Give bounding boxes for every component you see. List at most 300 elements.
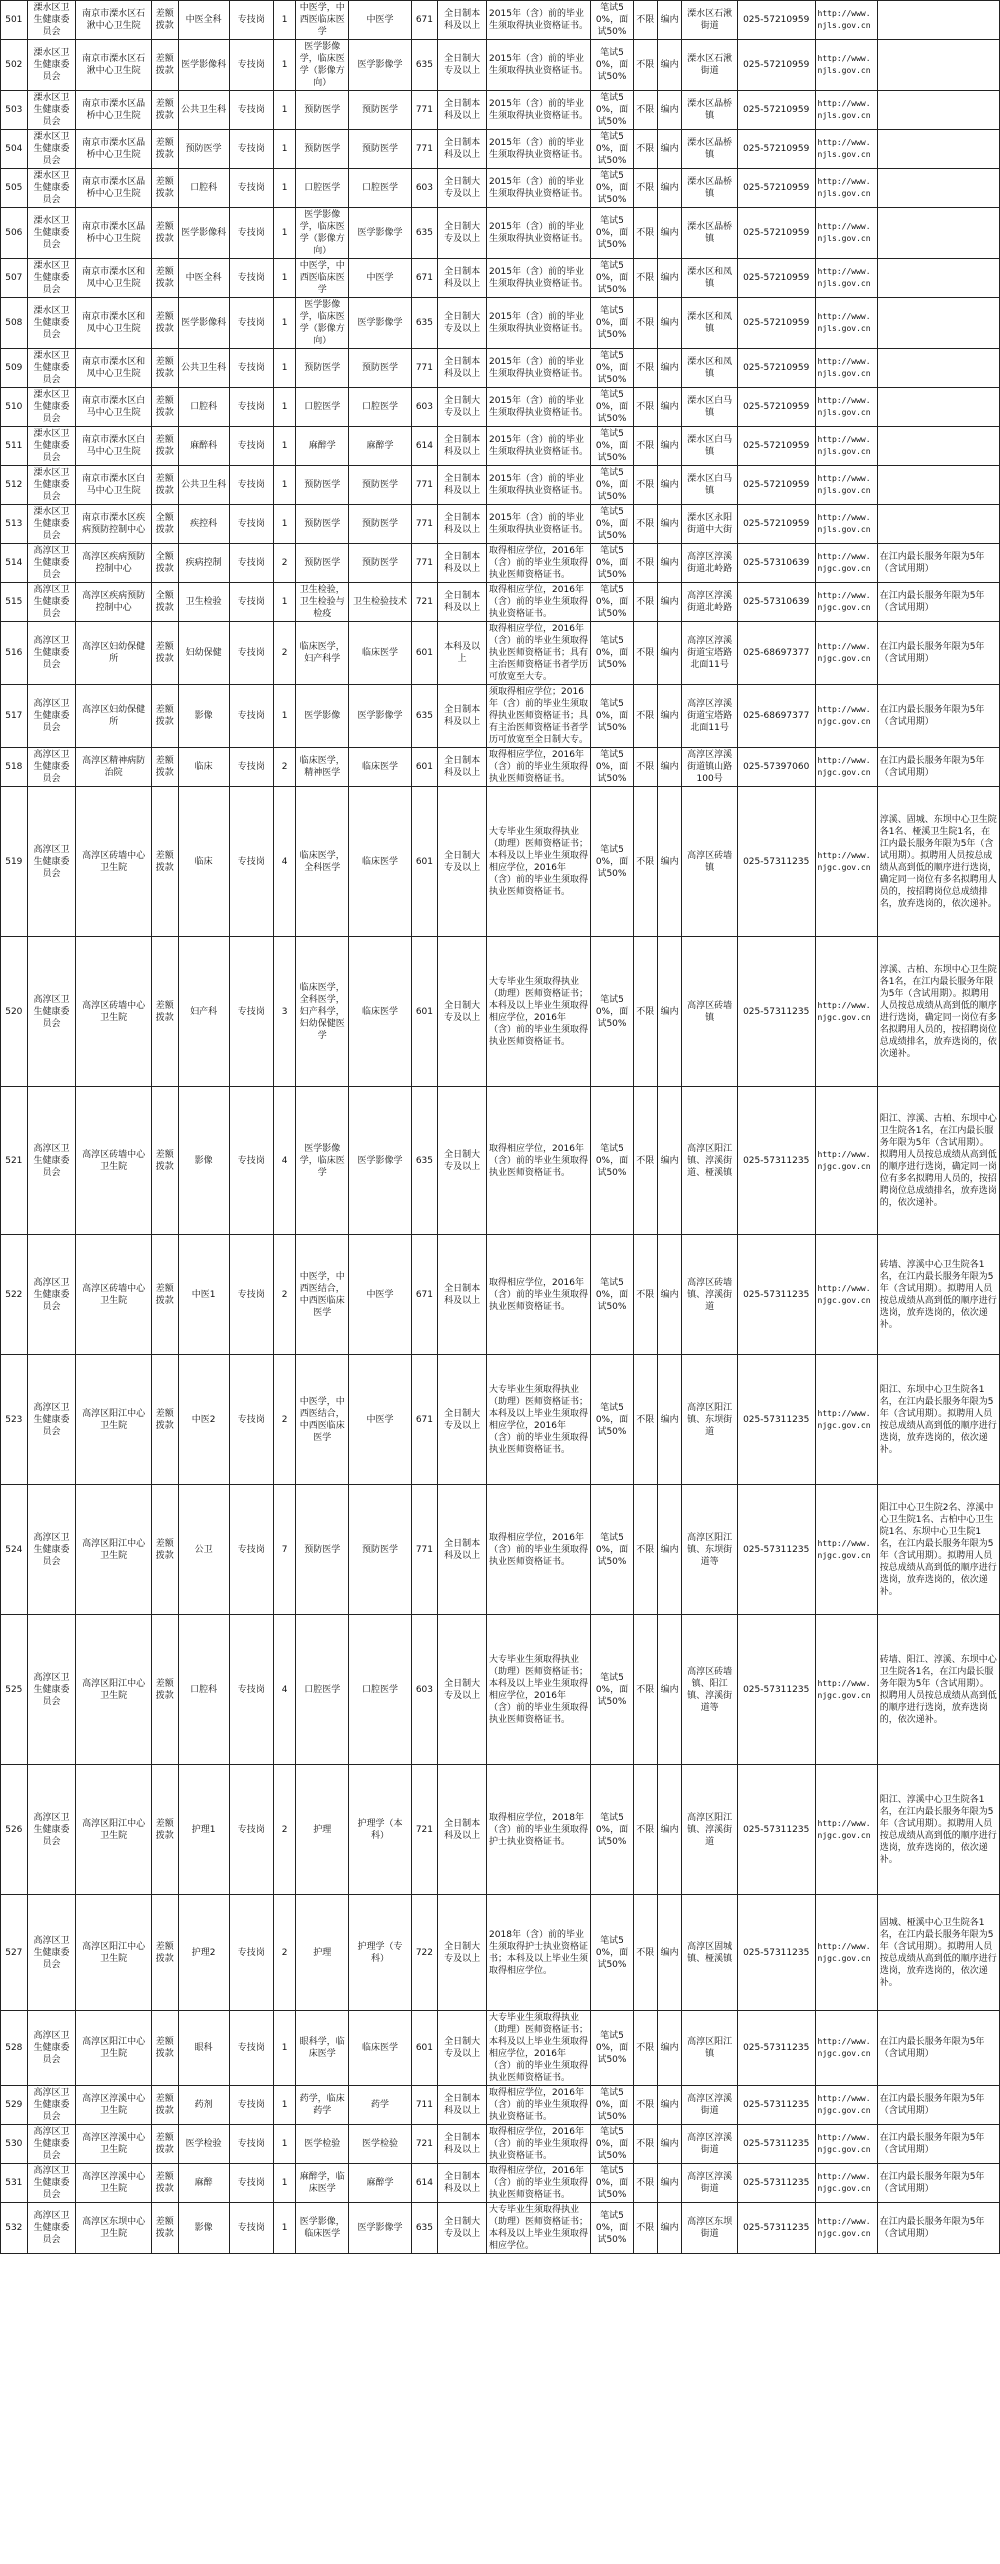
phone-cell: 025-57311235 [737, 1355, 815, 1485]
row-number-cell: 507 [1, 259, 28, 298]
headcount-cell: 1 [273, 259, 295, 298]
department-cell: 溧水区卫生健康委员会 [27, 40, 76, 91]
website-cell[interactable]: http://www. njls.gov.cn [815, 505, 877, 544]
post-name-cell: 妇幼保健 [178, 622, 229, 685]
headcount-cell: 2 [273, 622, 295, 685]
department-cell: 溧水区卫生健康委员会 [27, 505, 76, 544]
employer-unit-cell: 高淳区阳江中心卫生院 [76, 1355, 151, 1485]
website-cell[interactable]: http://www. njgc.gov.cn [815, 1485, 877, 1615]
headcount-cell: 1 [273, 2164, 295, 2203]
address-cell: 高淳区淳溪街道 [682, 2125, 738, 2164]
row-number-cell: 515 [1, 583, 28, 622]
remarks-cell: 在江内最长服务年限为5年（含试用期） [877, 685, 999, 748]
website-cell[interactable]: http://www. njgc.gov.cn [815, 1615, 877, 1765]
score-ratio-cell: 笔试50%，面试50% [591, 427, 633, 466]
major-requirement-cell: 医学影像学，临床医学 [296, 1087, 349, 1235]
row-number-cell: 503 [1, 91, 28, 130]
subject-code-cell: 771 [411, 1485, 438, 1615]
address-cell: 高淳区阳江镇、淳溪街道、桠溪镇 [682, 1087, 738, 1235]
funding-type-cell: 差额拨款 [151, 937, 178, 1087]
score-ratio-cell: 笔试50%，面试50% [591, 583, 633, 622]
score-ratio-cell: 笔试50%，面试50% [591, 388, 633, 427]
open-scope-cell: 不限 [633, 466, 657, 505]
exam-subject-cell: 医学影像学 [349, 685, 411, 748]
exam-subject-cell: 临床医学 [349, 748, 411, 787]
staffing-cell: 编内 [657, 427, 681, 466]
address-cell: 高淳区阳江镇、东坝街道 [682, 1355, 738, 1485]
employer-unit-cell: 南京市溧水区和凤中心卫生院 [76, 298, 151, 349]
website-cell[interactable]: http://www. njgc.gov.cn [815, 787, 877, 937]
address-cell: 高淳区砖墙镇、阳江镇、淳溪街道等 [682, 1615, 738, 1765]
remarks-cell: 在江内最长服务年限为5年（含试用期） [877, 583, 999, 622]
website-cell[interactable]: http://www. njls.gov.cn [815, 40, 877, 91]
address-cell: 高淳区淳溪街道北岭路 [682, 544, 738, 583]
exam-subject-cell: 预防医学 [349, 466, 411, 505]
score-ratio-cell: 笔试50%，面试50% [591, 2203, 633, 2254]
phone-cell: 025-57311235 [737, 937, 815, 1087]
funding-type-cell: 差额拨款 [151, 1765, 178, 1895]
funding-type-cell: 差额拨款 [151, 1615, 178, 1765]
post-name-cell: 医学检验 [178, 2125, 229, 2164]
address-cell: 高淳区淳溪街道宝塔路北面11号 [682, 685, 738, 748]
website-cell[interactable]: http://www. njgc.gov.cn [815, 1235, 877, 1355]
post-category-cell: 专技岗 [229, 748, 273, 787]
website-cell[interactable]: http://www. njls.gov.cn [815, 208, 877, 259]
phone-cell: 025-57310639 [737, 583, 815, 622]
employer-unit-cell: 南京市溧水区晶桥中心卫生院 [76, 130, 151, 169]
department-cell: 高淳区卫生健康委员会 [27, 2086, 76, 2125]
phone-cell: 025-57210959 [737, 259, 815, 298]
phone-cell: 025-57210959 [737, 169, 815, 208]
other-requirement-cell: 2015年（含）前的毕业生须取得执业资格证书。 [487, 259, 591, 298]
table-row [1, 1355, 1000, 1485]
education-cell: 全日制本科及以上 [438, 544, 487, 583]
funding-type-cell: 差额拨款 [151, 1485, 178, 1615]
row-number-cell: 526 [1, 1765, 28, 1895]
education-cell: 全日制大专及以上 [438, 1087, 487, 1235]
major-requirement-cell: 医学影像学，临床医学（影像方向） [296, 40, 349, 91]
website-cell[interactable]: http://www. njls.gov.cn [815, 91, 877, 130]
subject-code-cell: 635 [411, 1087, 438, 1235]
funding-type-cell: 差额拨款 [151, 298, 178, 349]
open-scope-cell: 不限 [633, 937, 657, 1087]
subject-code-cell: 671 [411, 1, 438, 40]
score-ratio-cell: 笔试50%，面试50% [591, 1765, 633, 1895]
post-category-cell: 专技岗 [229, 937, 273, 1087]
staffing-cell: 编内 [657, 2203, 681, 2254]
headcount-cell: 2 [273, 1895, 295, 2011]
website-cell[interactable]: http://www. njgc.gov.cn [815, 544, 877, 583]
website-cell[interactable]: http://www. njls.gov.cn [815, 466, 877, 505]
headcount-cell: 1 [273, 349, 295, 388]
funding-type-cell: 差额拨款 [151, 2086, 178, 2125]
website-cell[interactable]: http://www. njls.gov.cn [815, 1, 877, 40]
education-cell: 全日制本科及以上 [438, 1, 487, 40]
exam-subject-cell: 卫生检验技术 [349, 583, 411, 622]
headcount-cell: 4 [273, 1615, 295, 1765]
remarks-cell: 在江内最长服务年限为5年（含试用期） [877, 622, 999, 685]
employer-unit-cell: 南京市溧水区石湫中心卫生院 [76, 40, 151, 91]
funding-type-cell: 差额拨款 [151, 2203, 178, 2254]
website-cell[interactable]: http://www. njgc.gov.cn [815, 1355, 877, 1485]
subject-code-cell: 601 [411, 2011, 438, 2086]
website-cell[interactable]: http://www. njls.gov.cn [815, 349, 877, 388]
other-requirement-cell: 取得相应学位，2016年（含）前的毕业生须取得执业医师资格证书。 [487, 1485, 591, 1615]
education-cell: 全日制本科及以上 [438, 349, 487, 388]
other-requirement-cell: 2015年（含）前的毕业生须取得执业资格证书。 [487, 208, 591, 259]
post-category-cell: 专技岗 [229, 208, 273, 259]
address-cell: 高淳区淳溪街道 [682, 2086, 738, 2125]
staffing-cell: 编内 [657, 91, 681, 130]
post-category-cell: 专技岗 [229, 1355, 273, 1485]
staffing-cell: 编内 [657, 349, 681, 388]
education-cell: 全日制大专及以上 [438, 1895, 487, 2011]
staffing-cell: 编内 [657, 1485, 681, 1615]
education-cell: 全日制大专及以上 [438, 298, 487, 349]
table-row [1, 937, 1000, 1087]
open-scope-cell: 不限 [633, 787, 657, 937]
remarks-cell: 阳江、淳溪中心卫生院各1名，在江内最长服务年限为5年（含试用期）。拟聘用人员按总成绩从高到低的顺序进行选岗，放弃选岗的，依次递补。 [877, 1765, 999, 1895]
headcount-cell: 2 [273, 1235, 295, 1355]
department-cell: 高淳区卫生健康委员会 [27, 583, 76, 622]
employer-unit-cell: 南京市溧水区和凤中心卫生院 [76, 259, 151, 298]
post-category-cell: 专技岗 [229, 130, 273, 169]
website-cell[interactable]: http://www. njgc.gov.cn [815, 937, 877, 1087]
other-requirement-cell: 2015年（含）前的毕业生须取得执业资格证书。 [487, 349, 591, 388]
open-scope-cell: 不限 [633, 685, 657, 748]
funding-type-cell: 差额拨款 [151, 1235, 178, 1355]
headcount-cell: 1 [273, 169, 295, 208]
address-cell: 高淳区固城镇、桠溪镇 [682, 1895, 738, 2011]
department-cell: 高淳区卫生健康委员会 [27, 1087, 76, 1235]
education-cell: 全日制大专及以上 [438, 937, 487, 1087]
subject-code-cell: 614 [411, 2164, 438, 2203]
major-requirement-cell: 医学检验 [296, 2125, 349, 2164]
website-cell[interactable]: http://www. njgc.gov.cn [815, 583, 877, 622]
row-number-cell: 513 [1, 505, 28, 544]
open-scope-cell: 不限 [633, 1485, 657, 1615]
row-number-cell: 501 [1, 1, 28, 40]
other-requirement-cell: 2018年（含）前的毕业生须取得护士执业资格证书；本科及以上毕业生须取得相应学位。 [487, 1895, 591, 2011]
website-cell[interactable]: http://www. njgc.gov.cn [815, 2011, 877, 2086]
address-cell: 高淳区阳江镇、东坝街道等 [682, 1485, 738, 1615]
website-cell[interactable]: http://www. njgc.gov.cn [815, 2164, 877, 2203]
headcount-cell: 1 [273, 2011, 295, 2086]
score-ratio-cell: 笔试50%，面试50% [591, 685, 633, 748]
other-requirement-cell: 2015年（含）前的毕业生须取得执业资格证书。 [487, 169, 591, 208]
headcount-cell: 1 [273, 40, 295, 91]
employer-unit-cell: 高淳区妇幼保健所 [76, 685, 151, 748]
headcount-cell: 1 [273, 208, 295, 259]
open-scope-cell: 不限 [633, 298, 657, 349]
staffing-cell: 编内 [657, 208, 681, 259]
row-number-cell: 527 [1, 1895, 28, 2011]
phone-cell: 025-57210959 [737, 40, 815, 91]
education-cell: 全日制本科及以上 [438, 583, 487, 622]
open-scope-cell: 不限 [633, 748, 657, 787]
employer-unit-cell: 高淳区淳溪中心卫生院 [76, 2086, 151, 2125]
subject-code-cell: 671 [411, 1355, 438, 1485]
employer-unit-cell: 高淳区阳江中心卫生院 [76, 1615, 151, 1765]
subject-code-cell: 635 [411, 2203, 438, 2254]
post-category-cell: 专技岗 [229, 298, 273, 349]
row-number-cell: 528 [1, 2011, 28, 2086]
staffing-cell: 编内 [657, 1895, 681, 2011]
post-name-cell: 公共卫生科 [178, 466, 229, 505]
other-requirement-cell: 取得相应学位，2016年（含）前的毕业生须取得执业医师资格证书。 [487, 748, 591, 787]
row-number-cell: 509 [1, 349, 28, 388]
table-row [1, 91, 1000, 130]
phone-cell: 025-57397060 [737, 748, 815, 787]
open-scope-cell: 不限 [633, 1765, 657, 1895]
funding-type-cell: 差额拨款 [151, 427, 178, 466]
table-row [1, 583, 1000, 622]
exam-subject-cell: 医学检验 [349, 2125, 411, 2164]
open-scope-cell: 不限 [633, 1895, 657, 2011]
employer-unit-cell: 南京市溧水区石湫中心卫生院 [76, 1, 151, 40]
score-ratio-cell: 笔试50%，面试50% [591, 1, 633, 40]
other-requirement-cell: 2015年（含）前的毕业生须取得执业资格证书。 [487, 466, 591, 505]
open-scope-cell: 不限 [633, 1235, 657, 1355]
staffing-cell: 编内 [657, 40, 681, 91]
education-cell: 全日制大专及以上 [438, 388, 487, 427]
score-ratio-cell: 笔试50%，面试50% [591, 130, 633, 169]
phone-cell: 025-68697377 [737, 685, 815, 748]
remarks-cell: 阳江中心卫生院2名、淳溪中心卫生院1名、古柏中心卫生院1名、东坝中心卫生院1名，在江内最长服务年限为5年（含试用期）。拟聘用人员按总成绩从高到低的顺序进行选岗，放弃选岗的，依次递补。 [877, 1485, 999, 1615]
post-name-cell: 眼科 [178, 2011, 229, 2086]
open-scope-cell: 不限 [633, 259, 657, 298]
phone-cell: 025-57311235 [737, 1087, 815, 1235]
website-cell[interactable]: http://www. njls.gov.cn [815, 298, 877, 349]
major-requirement-cell: 医学影像学，临床医学（影像方向） [296, 208, 349, 259]
headcount-cell: 1 [273, 2203, 295, 2254]
funding-type-cell: 差额拨款 [151, 748, 178, 787]
department-cell: 溧水区卫生健康委员会 [27, 169, 76, 208]
score-ratio-cell: 笔试50%，面试50% [591, 622, 633, 685]
table-row [1, 40, 1000, 91]
phone-cell: 025-57311235 [737, 2125, 815, 2164]
remarks-cell: 砖墙、淳溪中心卫生院各1名，在江内最长服务年限为5年（含试用期）。拟聘用人员按总成绩从高到低的顺序进行选岗，放弃选岗的，依次递补。 [877, 1235, 999, 1355]
department-cell: 溧水区卫生健康委员会 [27, 466, 76, 505]
post-name-cell: 影像 [178, 1087, 229, 1235]
score-ratio-cell: 笔试50%，面试50% [591, 2086, 633, 2125]
funding-type-cell: 差额拨款 [151, 208, 178, 259]
website-cell[interactable]: http://www. njgc.gov.cn [815, 1895, 877, 2011]
exam-subject-cell: 护理学（专科） [349, 1895, 411, 2011]
major-requirement-cell: 口腔医学 [296, 388, 349, 427]
post-name-cell: 影像 [178, 685, 229, 748]
other-requirement-cell: 2015年（含）前的毕业生须取得执业资格证书。 [487, 1, 591, 40]
other-requirement-cell: 大专毕业生须取得执业（助理）医师资格证书；本科及以上毕业生须取得相应学位，2016年（含）前的毕业生须取得执业医师资格证书。 [487, 1615, 591, 1765]
employer-unit-cell: 高淳区淳溪中心卫生院 [76, 2125, 151, 2164]
exam-subject-cell: 口腔医学 [349, 169, 411, 208]
score-ratio-cell: 笔试50%，面试50% [591, 91, 633, 130]
post-category-cell: 专技岗 [229, 583, 273, 622]
score-ratio-cell: 笔试50%，面试50% [591, 1087, 633, 1235]
department-cell: 高淳区卫生健康委员会 [27, 1355, 76, 1485]
score-ratio-cell: 笔试50%，面试50% [591, 298, 633, 349]
major-requirement-cell: 预防医学 [296, 349, 349, 388]
subject-code-cell: 601 [411, 748, 438, 787]
funding-type-cell: 差额拨款 [151, 1355, 178, 1485]
department-cell: 溧水区卫生健康委员会 [27, 388, 76, 427]
table-row [1, 2011, 1000, 2086]
education-cell: 全日制本科及以上 [438, 1765, 487, 1895]
headcount-cell: 1 [273, 685, 295, 748]
subject-code-cell: 771 [411, 349, 438, 388]
major-requirement-cell: 口腔医学 [296, 169, 349, 208]
remarks-cell [877, 130, 999, 169]
other-requirement-cell: 取得相应学位，2016年（含）前的毕业生须取得执业资格证书。 [487, 2125, 591, 2164]
post-name-cell: 预防医学 [178, 130, 229, 169]
table-row [1, 2164, 1000, 2203]
exam-subject-cell: 麻醉学 [349, 2164, 411, 2203]
major-requirement-cell: 预防医学 [296, 466, 349, 505]
row-number-cell: 530 [1, 2125, 28, 2164]
address-cell: 高淳区淳溪街道宝塔路北面11号 [682, 622, 738, 685]
website-cell[interactable]: http://www. njgc.gov.cn [815, 685, 877, 748]
exam-subject-cell: 中医学 [349, 1355, 411, 1485]
funding-type-cell: 差额拨款 [151, 787, 178, 937]
score-ratio-cell: 笔试50%，面试50% [591, 2011, 633, 2086]
other-requirement-cell: 2015年（含）前的毕业生须取得执业资格证书。 [487, 40, 591, 91]
remarks-cell: 在江内最长服务年限为5年（含试用期） [877, 2164, 999, 2203]
funding-type-cell: 差额拨款 [151, 2125, 178, 2164]
website-cell[interactable]: http://www. njgc.gov.cn [815, 2125, 877, 2164]
post-name-cell: 临床 [178, 787, 229, 937]
website-cell[interactable]: http://www. njls.gov.cn [815, 259, 877, 298]
employer-unit-cell: 南京市溧水区白马中心卫生院 [76, 466, 151, 505]
remarks-cell [877, 349, 999, 388]
website-cell[interactable]: http://www. njgc.gov.cn [815, 622, 877, 685]
funding-type-cell: 差额拨款 [151, 2164, 178, 2203]
staffing-cell: 编内 [657, 544, 681, 583]
address-cell: 高淳区砖墙镇、淳溪街道 [682, 1235, 738, 1355]
row-number-cell: 532 [1, 2203, 28, 2254]
website-cell[interactable]: http://www. njls.gov.cn [815, 169, 877, 208]
other-requirement-cell: 2015年（含）前的毕业生须取得执业资格证书。 [487, 505, 591, 544]
exam-subject-cell: 医学影像学 [349, 298, 411, 349]
website-cell[interactable]: http://www. njgc.gov.cn [815, 1087, 877, 1235]
education-cell: 本科及以上 [438, 622, 487, 685]
exam-subject-cell: 中医学 [349, 1, 411, 40]
website-cell[interactable]: http://www. njgc.gov.cn [815, 2086, 877, 2125]
post-category-cell: 专技岗 [229, 787, 273, 937]
major-requirement-cell: 护理 [296, 1765, 349, 1895]
funding-type-cell: 差额拨款 [151, 1, 178, 40]
department-cell: 高淳区卫生健康委员会 [27, 2011, 76, 2086]
phone-cell: 025-57311235 [737, 1615, 815, 1765]
funding-type-cell: 差额拨款 [151, 388, 178, 427]
staffing-cell: 编内 [657, 937, 681, 1087]
post-category-cell: 专技岗 [229, 1615, 273, 1765]
post-category-cell: 专技岗 [229, 685, 273, 748]
score-ratio-cell: 笔试50%，面试50% [591, 1615, 633, 1765]
table-row [1, 1235, 1000, 1355]
major-requirement-cell: 预防医学 [296, 130, 349, 169]
open-scope-cell: 不限 [633, 208, 657, 259]
row-number-cell: 525 [1, 1615, 28, 1765]
subject-code-cell: 721 [411, 2125, 438, 2164]
major-requirement-cell: 医学影像学，临床医学（影像方向） [296, 298, 349, 349]
other-requirement-cell: 取得相应学位，2016年（含）前的毕业生须取得执业资格证书。 [487, 2086, 591, 2125]
other-requirement-cell: 取得相应学位，2016年（含）前的毕业生须取得执业医师资格证书。 [487, 544, 591, 583]
score-ratio-cell: 笔试50%，面试50% [591, 2125, 633, 2164]
address-cell: 溧水区和凤镇 [682, 349, 738, 388]
subject-code-cell: 601 [411, 937, 438, 1087]
website-cell[interactable]: http://www. njls.gov.cn [815, 427, 877, 466]
open-scope-cell: 不限 [633, 91, 657, 130]
website-cell[interactable]: http://www. njls.gov.cn [815, 130, 877, 169]
post-name-cell: 公卫 [178, 1485, 229, 1615]
phone-cell: 025-57311235 [737, 1895, 815, 2011]
address-cell: 高淳区淳溪街道 [682, 2164, 738, 2203]
post-category-cell: 专技岗 [229, 2203, 273, 2254]
address-cell: 溧水区和凤镇 [682, 298, 738, 349]
other-requirement-cell: 须取得相应学位；2016年（含）前的毕业生须取得执业医师资格证书；具有主治医师资格证书者学历可放宽至全日制大专。 [487, 685, 591, 748]
post-name-cell: 卫生检验 [178, 583, 229, 622]
remarks-cell [877, 427, 999, 466]
staffing-cell: 编内 [657, 2125, 681, 2164]
score-ratio-cell: 笔试50%，面试50% [591, 937, 633, 1087]
staffing-cell: 编内 [657, 1087, 681, 1235]
department-cell: 溧水区卫生健康委员会 [27, 1, 76, 40]
row-number-cell: 504 [1, 130, 28, 169]
headcount-cell: 1 [273, 2125, 295, 2164]
staffing-cell: 编内 [657, 259, 681, 298]
website-cell[interactable]: http://www. njgc.gov.cn [815, 1765, 877, 1895]
staffing-cell: 编内 [657, 583, 681, 622]
subject-code-cell: 771 [411, 91, 438, 130]
staffing-cell: 编内 [657, 466, 681, 505]
address-cell: 溧水区白马镇 [682, 427, 738, 466]
other-requirement-cell: 2015年（含）前的毕业生须取得执业资格证书。 [487, 91, 591, 130]
phone-cell: 025-68697377 [737, 622, 815, 685]
exam-subject-cell: 预防医学 [349, 505, 411, 544]
department-cell: 高淳区卫生健康委员会 [27, 2125, 76, 2164]
subject-code-cell: 635 [411, 40, 438, 91]
staffing-cell: 编内 [657, 685, 681, 748]
education-cell: 全日制大专及以上 [438, 208, 487, 259]
post-name-cell: 药剂 [178, 2086, 229, 2125]
website-cell[interactable]: http://www. njls.gov.cn [815, 388, 877, 427]
department-cell: 高淳区卫生健康委员会 [27, 1235, 76, 1355]
score-ratio-cell: 笔试50%，面试50% [591, 259, 633, 298]
exam-subject-cell: 预防医学 [349, 130, 411, 169]
headcount-cell: 1 [273, 583, 295, 622]
headcount-cell: 1 [273, 505, 295, 544]
department-cell: 溧水区卫生健康委员会 [27, 427, 76, 466]
post-category-cell: 专技岗 [229, 427, 273, 466]
phone-cell: 025-57210959 [737, 1, 815, 40]
post-name-cell: 影像 [178, 2203, 229, 2254]
table-row [1, 1087, 1000, 1235]
major-requirement-cell: 麻醉学 [296, 427, 349, 466]
website-cell[interactable]: http://www. njgc.gov.cn [815, 748, 877, 787]
table-row [1, 169, 1000, 208]
address-cell: 高淳区东坝街道 [682, 2203, 738, 2254]
headcount-cell: 3 [273, 937, 295, 1087]
post-name-cell: 口腔科 [178, 388, 229, 427]
staffing-cell: 编内 [657, 622, 681, 685]
subject-code-cell: 601 [411, 787, 438, 937]
website-cell[interactable]: http://www. njgc.gov.cn [815, 2203, 877, 2254]
open-scope-cell: 不限 [633, 427, 657, 466]
open-scope-cell: 不限 [633, 2164, 657, 2203]
post-name-cell: 口腔科 [178, 1615, 229, 1765]
table-row [1, 2125, 1000, 2164]
address-cell: 高淳区砖墙镇 [682, 787, 738, 937]
